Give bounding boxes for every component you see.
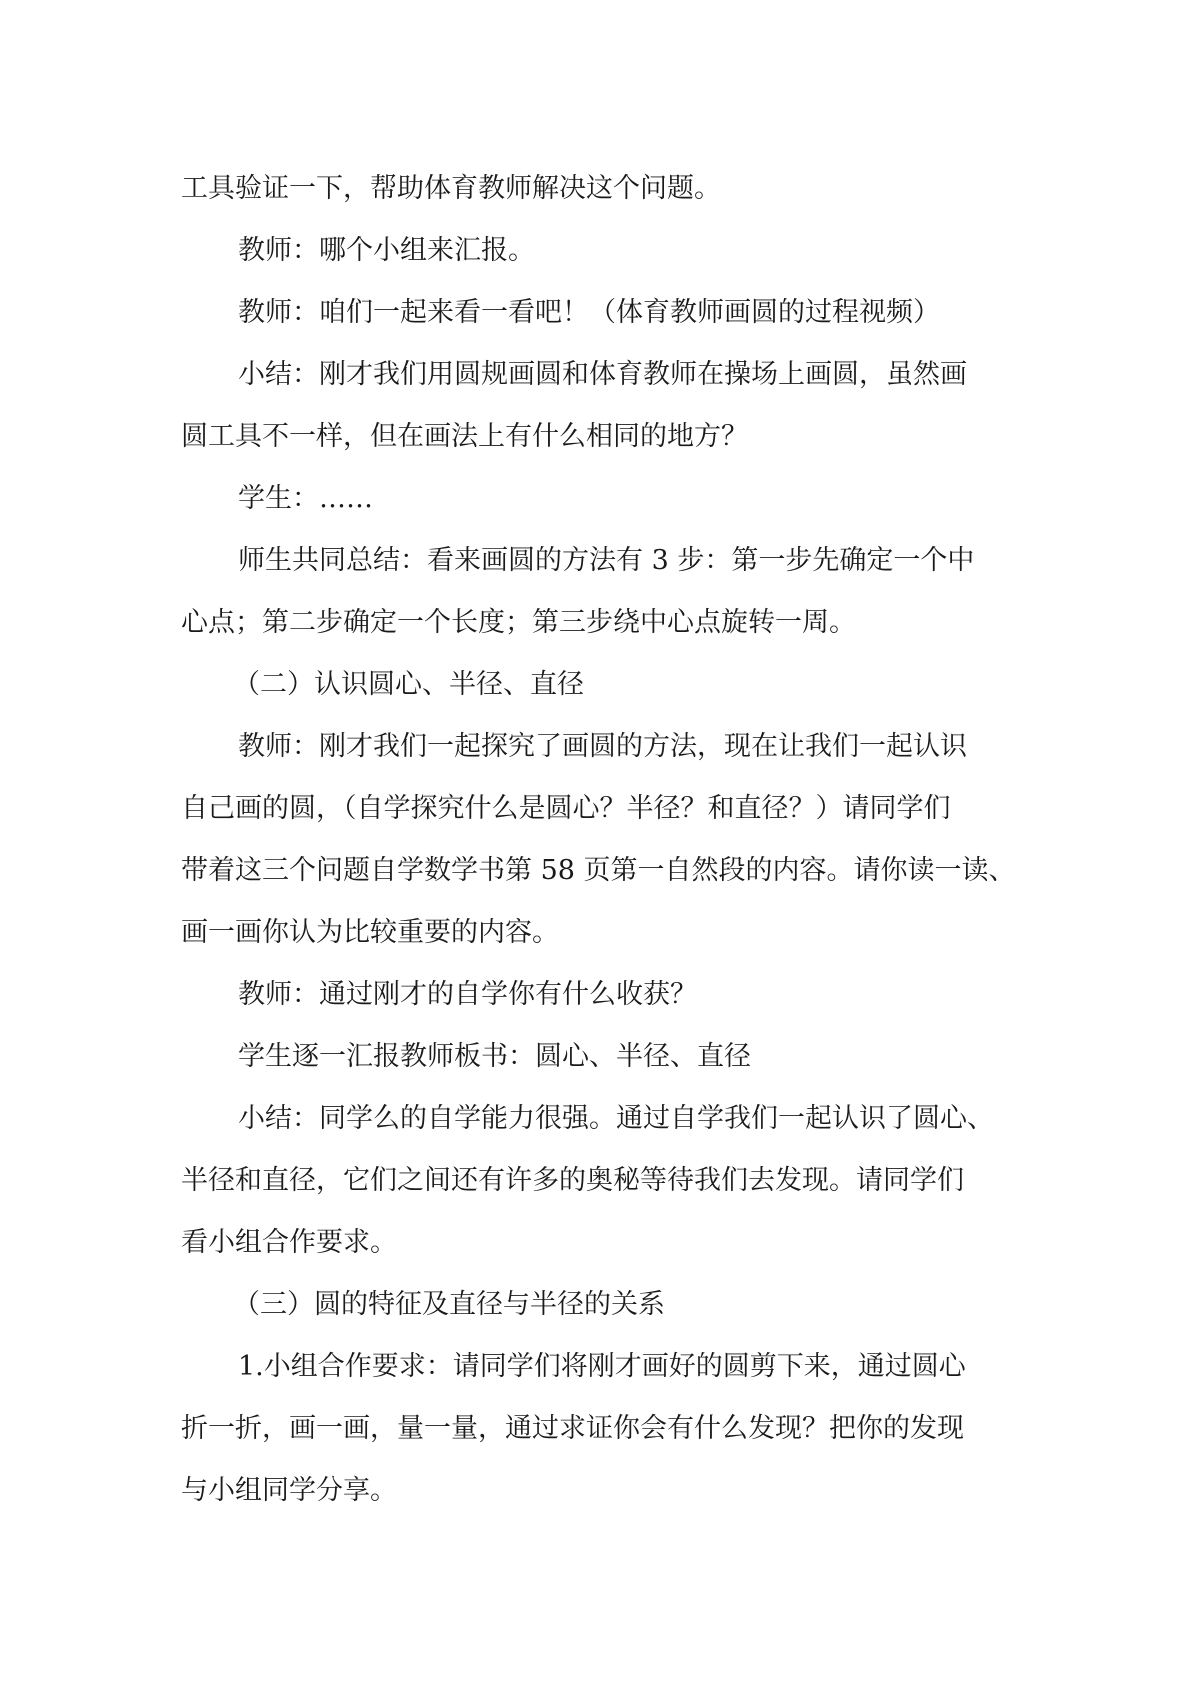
paragraph-line: 看小组合作要求。 xyxy=(181,1227,397,1258)
section-heading: （三）圆的特征及直径与半径的关系 xyxy=(233,1289,665,1320)
paragraph-line: 教师：通过刚才的自学你有什么收获？ xyxy=(238,979,697,1010)
paragraph-line: 小结：同学么的自学能力很强。通过自学我们一起认识了圆心、 xyxy=(238,1103,994,1134)
paragraph-line: 圆工具不一样，但在画法上有什么相同的地方？ xyxy=(181,421,748,452)
section-heading: （二）认识圆心、半径、直径 xyxy=(233,669,584,700)
paragraph-line: 自己画的圆，（自学探究什么是圆心？半径？和直径？）请同学们 xyxy=(181,793,951,824)
paragraph-line: 学生逐一汇报教师板书：圆心、半径、直径 xyxy=(238,1041,751,1072)
paragraph-line: 小结：刚才我们用圆规画圆和体育教师在操场上画圆，虽然画 xyxy=(238,359,967,390)
paragraph-line: 与小组同学分享。 xyxy=(181,1475,397,1506)
paragraph-line: 画一画你认为比较重要的内容。 xyxy=(181,917,559,948)
paragraph-line: 师生共同总结：看来画圆的方法有 3 步：第一步先确定一个中 xyxy=(238,545,975,576)
paragraph-line: 折一折，画一画，量一量，通过求证你会有什么发现？把你的发现 xyxy=(181,1413,964,1444)
paragraph-line: 心点；第二步确定一个长度；第三步绕中心点旋转一周。 xyxy=(181,607,856,638)
paragraph-line: 带着这三个问题自学数学书第 58 页第一自然段的内容。请你读一读、 xyxy=(181,855,1016,886)
paragraph-line: 教师：刚才我们一起探究了画圆的方法，现在让我们一起认识 xyxy=(238,731,967,762)
paragraph-line: 半径和直径，它们之间还有许多的奥秘等待我们去发现。请同学们 xyxy=(181,1165,964,1196)
paragraph-line: 工具验证一下，帮助体育教师解决这个问题。 xyxy=(181,173,721,204)
document-body xyxy=(181,158,1021,1522)
paragraph-line: 教师：哪个小组来汇报。 xyxy=(238,235,535,266)
paragraph-line: 教师：咱们一起来看一看吧！（体育教师画圆的过程视频） xyxy=(238,297,940,328)
paragraph-line: 学生：…… xyxy=(238,483,373,514)
paragraph-line: 1.小组合作要求：请同学们将刚才画好的圆剪下来，通过圆心 xyxy=(238,1351,966,1382)
